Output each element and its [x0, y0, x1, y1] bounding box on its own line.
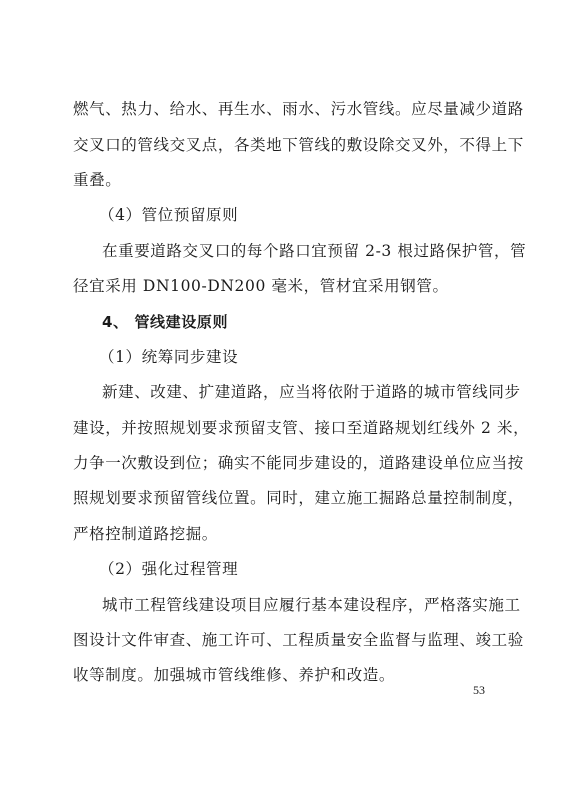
paragraph-line: 重叠。: [73, 171, 122, 189]
paragraph-line: 图设计文件审查、施工许可、工程质量安全监督与监理、竣工验: [73, 631, 524, 649]
paragraph-line: 燃气、热力、给水、再生水、雨水、污水管线。应尽量减少道路: [73, 100, 524, 118]
subsection-title: （4）管位预留原则: [99, 206, 239, 224]
paragraph-line: 收等制度。加强城市管线维修、养护和改造。: [73, 666, 396, 684]
page-number: 53: [473, 683, 485, 697]
subsection-title: （2）强化过程管理: [99, 560, 239, 578]
paragraph-line: 建设，并按照规划要求预留支管、接口至道路规划红线外 2 米，: [73, 419, 530, 437]
paragraph-line: 径宜采用 DN100-DN200 毫米，管材宜采用钢管。: [73, 277, 449, 295]
paragraph-line: 新建、改建、扩建道路，应当将依附于道路的城市管线同步: [102, 383, 521, 401]
paragraph-line: 城市工程管线建设项目应履行基本建设程序，严格落实施工: [102, 596, 521, 614]
subsection-title: （1）统筹同步建设: [99, 348, 239, 366]
paragraph-line: 力争一次敷设到位；确实不能同步建设的，道路建设单位应当按: [73, 454, 524, 472]
section-heading: 4、 管线建设原则: [102, 313, 229, 331]
paragraph-line: 照规划要求预留管线位置。同时，建立施工掘路总量控制制度，: [73, 489, 524, 507]
paragraph-line: 交叉口的管线交叉点，各类地下管线的敷设除交叉外，不得上下: [73, 136, 524, 154]
paragraph-line: 严格控制道路挖掘。: [73, 525, 218, 543]
paragraph-line: 在重要道路交叉口的每个路口宜预留 2-3 根过路保护管，管: [102, 242, 527, 260]
